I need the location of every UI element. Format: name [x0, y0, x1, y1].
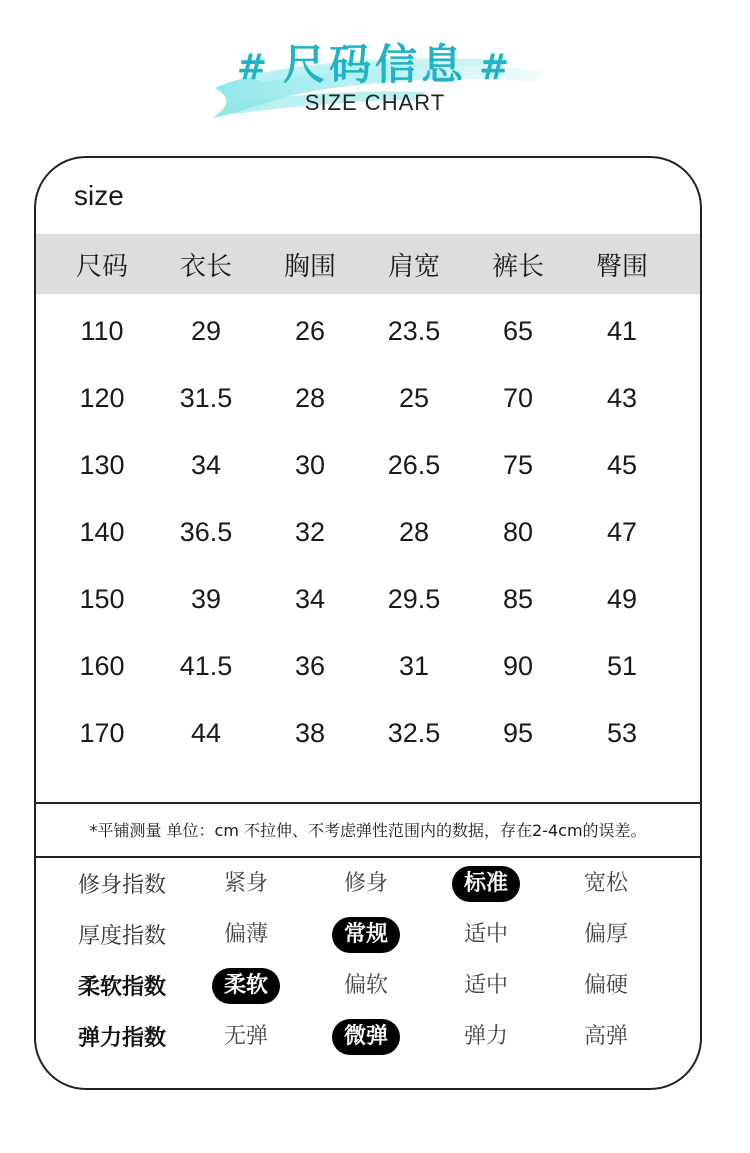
header-cell-chest: 胸围 — [283, 251, 336, 282]
table-cell: 45 — [606, 450, 638, 480]
attribute-option-selected: 标准 — [426, 866, 546, 902]
table-cell: 65 — [502, 316, 534, 346]
table-cell: 53 — [606, 718, 638, 748]
table-cell: 34 — [294, 584, 326, 614]
attribute-option-selected: 微弹 — [306, 1019, 426, 1055]
table-cell: 36 — [294, 651, 326, 681]
header-cell-shoulder: 肩宽 — [387, 251, 440, 282]
attribute-option: 适中 — [463, 921, 508, 947]
table-cell: 130 — [79, 450, 125, 480]
table-header — [36, 234, 700, 294]
table-row — [36, 700, 700, 767]
title-text: 尺码信息 — [282, 40, 467, 89]
table-cell: 70 — [502, 383, 534, 413]
table-body — [36, 298, 700, 767]
table-cell: 80 — [502, 517, 534, 547]
attribute-row-fit — [36, 858, 700, 909]
table-cell: 95 — [502, 718, 534, 748]
table-cell: 41 — [606, 316, 638, 346]
table-cell: 90 — [502, 651, 534, 681]
table-cell: 29 — [190, 316, 222, 346]
table-cell: 26 — [294, 316, 326, 346]
divider-top — [36, 802, 700, 804]
attribute-option: 适中 — [463, 972, 508, 998]
attribute-name: 柔软指数 — [78, 975, 167, 1000]
table-cell: 85 — [502, 584, 534, 614]
attribute-option-selected: 常规 — [306, 917, 426, 953]
attribute-option: 修身 — [343, 870, 388, 896]
header-cell-size: 尺码 — [75, 251, 128, 282]
table-cell: 39 — [190, 584, 222, 614]
table-cell: 32 — [294, 517, 326, 547]
header-cell-length: 衣长 — [179, 251, 232, 282]
table-cell: 32.5 — [387, 718, 441, 748]
header-cell-hip: 臀围 — [595, 251, 648, 282]
table-cell: 160 — [79, 651, 125, 681]
table-cell: 28 — [398, 517, 430, 547]
attribute-option: 弹力 — [463, 1023, 508, 1049]
attribute-option: 高弹 — [583, 1023, 628, 1049]
attribute-name: 厚度指数 — [78, 924, 167, 949]
page-title — [0, 32, 750, 92]
size-label: size — [74, 180, 124, 211]
table-cell: 26.5 — [387, 450, 441, 480]
attribute-option: 偏硬 — [583, 972, 628, 998]
table-cell: 75 — [502, 450, 534, 480]
table-row — [36, 365, 700, 432]
table-cell: 110 — [80, 316, 124, 346]
table-cell: 30 — [294, 450, 326, 480]
table-cell: 31.5 — [179, 383, 233, 413]
table-cell: 47 — [606, 517, 638, 547]
attribute-table — [36, 858, 700, 1062]
size-chart-card — [34, 156, 702, 1090]
table-cell: 41.5 — [179, 651, 233, 681]
table-cell: 140 — [79, 517, 125, 547]
table-row — [36, 566, 700, 633]
table-cell: 31 — [398, 651, 430, 681]
attribute-name: 修身指数 — [78, 873, 167, 898]
table-cell: 49 — [606, 584, 638, 614]
page-subtitle: SIZE CHART — [304, 90, 446, 115]
table-cell: 43 — [606, 383, 638, 413]
attribute-name: 弹力指数 — [78, 1026, 167, 1051]
table-cell: 38 — [294, 718, 326, 748]
table-cell: 34 — [190, 450, 222, 480]
attribute-option: 紧身 — [223, 870, 268, 896]
table-row — [36, 432, 700, 499]
attribute-option: 偏厚 — [583, 921, 628, 947]
table-cell: 120 — [79, 383, 125, 413]
table-cell: 51 — [606, 651, 638, 681]
table-cell: 28 — [294, 383, 326, 413]
table-cell: 25 — [398, 383, 430, 413]
table-row — [36, 298, 700, 365]
table-cell: 29.5 — [387, 584, 441, 614]
table-cell: 170 — [79, 718, 125, 748]
attribute-row-elasticity — [36, 1011, 700, 1062]
table-row — [36, 499, 700, 566]
header — [0, 0, 750, 140]
attribute-row-softness — [36, 960, 700, 1011]
attribute-option: 偏软 — [343, 972, 388, 998]
attribute-option-selected: 柔软 — [186, 968, 306, 1004]
table-row — [36, 633, 700, 700]
attribute-option: 宽松 — [583, 870, 628, 896]
hash-right: # — [479, 47, 514, 88]
header-cell-pants-length: 裤长 — [491, 251, 544, 282]
measurement-note: *平铺测量 单位：cm 不拉伸、不考虑弹性范围内的数据，存在2-4cm的误差。 — [89, 821, 647, 840]
table-cell: 23.5 — [387, 316, 441, 346]
table-cell: 150 — [79, 584, 125, 614]
table-cell: 44 — [190, 718, 222, 748]
attribute-row-thickness — [36, 909, 700, 960]
attribute-option: 无弹 — [223, 1023, 268, 1049]
hash-left: # — [236, 47, 271, 88]
table-cell: 36.5 — [179, 517, 233, 547]
attribute-option: 偏薄 — [223, 921, 268, 947]
